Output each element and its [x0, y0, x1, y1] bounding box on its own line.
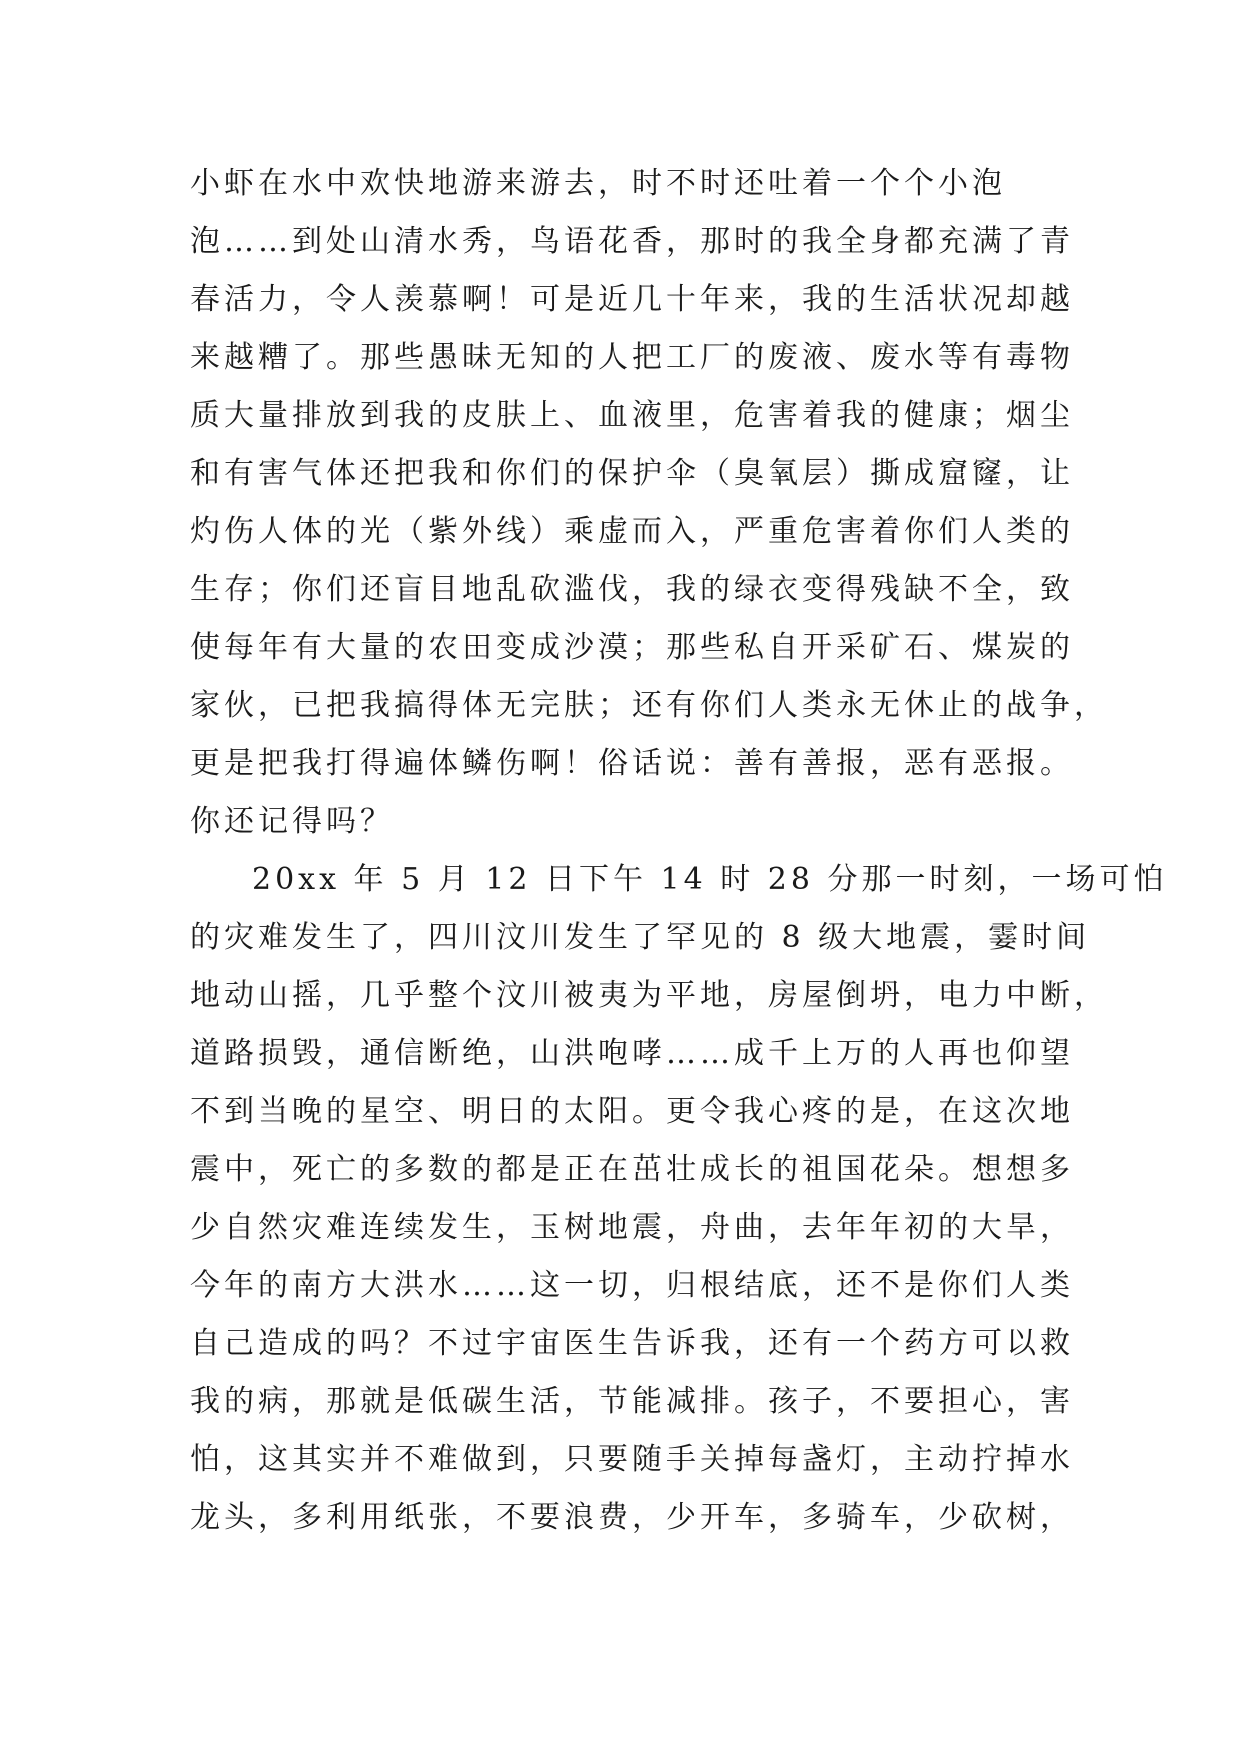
text-line: 我的病，那就是低碳生活，节能减排。孩子，不要担心，害: [190, 1384, 1074, 1419]
text-line: 来越糟了。那些愚昧无知的人把工厂的废液、废水等有毒物: [190, 340, 1074, 375]
text-line: 和有害气体还把我和你们的保护伞（臭氧层）撕成窟窿，让: [190, 456, 1074, 491]
text-line: 你还记得吗？: [190, 804, 394, 839]
text-line: 泡……到处山清水秀，鸟语花香，那时的我全身都充满了青: [190, 224, 1074, 259]
text-line: 自己造成的吗？不过宇宙医生告诉我，还有一个药方可以救: [190, 1326, 1074, 1361]
text-line: 灼伤人体的光（紫外线）乘虚而入，严重危害着你们人类的: [190, 514, 1074, 549]
text-line: 小虾在水中欢快地游来游去，时不时还吐着一个个小泡: [190, 166, 1006, 201]
text-line: 生存；你们还盲目地乱砍滥伐，我的绿衣变得残缺不全，致: [190, 572, 1074, 607]
text-line: 今年的南方大洪水……这一切，归根结底，还不是你们人类: [190, 1268, 1074, 1303]
text-line: 的灾难发生了，四川汶川发生了罕见的 8 级大地震，霎时间: [190, 920, 1091, 955]
text-line: 怕，这其实并不难做到，只要随手关掉每盏灯，主动拧掉水: [190, 1442, 1074, 1477]
text-line: 春活力，令人羡慕啊！可是近几十年来，我的生活状况却越: [190, 282, 1074, 317]
body-text: [190, 155, 1168, 1547]
text-line: 更是把我打得遍体鳞伤啊！俗话说：善有善报，恶有恶报。: [190, 746, 1074, 781]
text-line: 家伙，已把我搞得体无完肤；还有你们人类永无休止的战争，: [190, 688, 1108, 723]
text-line: 地动山摇，几乎整个汶川被夷为平地，房屋倒坍，电力中断，: [190, 978, 1108, 1013]
text-line: 质大量排放到我的皮肤上、血液里，危害着我的健康；烟尘: [190, 398, 1074, 433]
text-line: 不到当晚的星空、明日的太阳。更令我心疼的是，在这次地: [190, 1094, 1074, 1129]
text-line: 少自然灾难连续发生，玉树地震，舟曲，去年年初的大旱，: [190, 1210, 1074, 1245]
text-line: 震中，死亡的多数的都是正在茁壮成长的祖国花朵。想想多: [190, 1152, 1074, 1187]
paragraph-start-line: 20xx 年 5 月 12 日下午 14 时 28 分那一时刻，一场可怕: [252, 862, 1168, 897]
text-line: 道路损毁，通信断绝，山洪咆哮……成千上万的人再也仰望: [190, 1036, 1074, 1071]
text-line: 使每年有大量的农田变成沙漠；那些私自开采矿石、煤炭的: [190, 630, 1074, 665]
text-line: 龙头，多利用纸张，不要浪费，少开车，多骑车，少砍树，: [190, 1500, 1074, 1535]
